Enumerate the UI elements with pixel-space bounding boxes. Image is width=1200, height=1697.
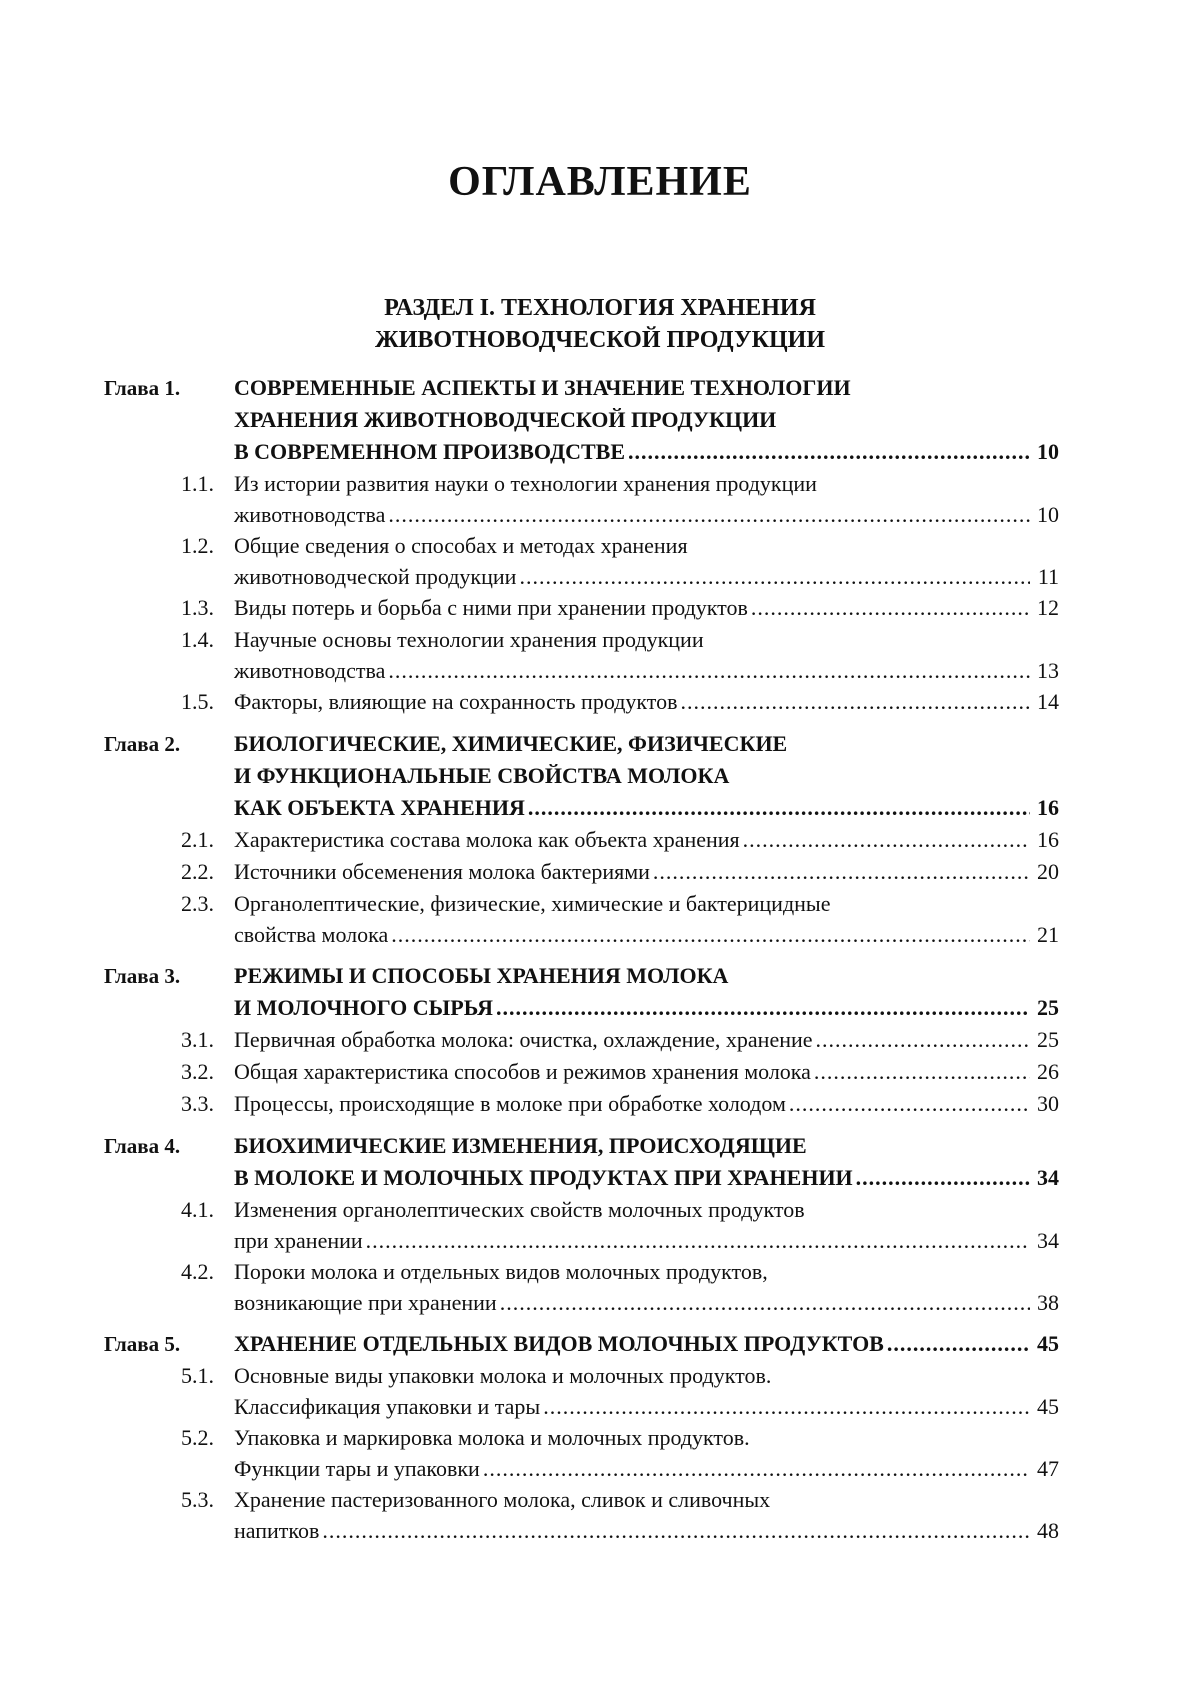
dot-leader <box>628 436 1030 468</box>
chapter-label: Глава 1. <box>104 376 181 400</box>
page-number: 34 <box>1037 1228 1059 1253</box>
entry-text-line: животноводства <box>234 502 386 527</box>
page-number: 21 <box>1037 922 1059 947</box>
entry-text-line: РЕЖИМЫ И СПОСОБЫ ХРАНЕНИЯ МОЛОКА <box>234 963 729 988</box>
dot-leader <box>388 499 1030 530</box>
entry-last-line <box>234 655 1059 686</box>
entry-text-line: БИОЛОГИЧЕСКИЕ, ХИМИЧЕСКИЕ, ФИЗИЧЕСКИЕ <box>234 731 788 756</box>
entry-number: 1.2. <box>181 533 214 558</box>
dot-leader <box>856 1162 1030 1194</box>
chapter-block <box>104 1130 1059 1318</box>
dot-leader <box>789 1088 1030 1119</box>
entry-text-line: Процессы, происходящие в молоке при обработке холодом <box>234 1091 786 1116</box>
entry-text-line: КАК ОБЪЕКТА ХРАНЕНИЯ <box>234 795 525 820</box>
chapter-title <box>234 372 1059 468</box>
chapter-title <box>234 1328 1059 1360</box>
section-title-line: РАЗДЕЛ I. ТЕХНОЛОГИЯ ХРАНЕНИЯ <box>384 295 816 321</box>
section-title-line: ЖИВОТНОВОДЧЕСКОЙ ПРОДУКЦИИ <box>375 327 825 353</box>
toc-entry <box>104 530 1059 592</box>
entry-text-line: Первичная обработка молока: очистка, охлаждение, хранение <box>234 1027 813 1052</box>
entry-last-line <box>234 992 1059 1024</box>
entry-text-line: при хранении <box>234 1228 363 1253</box>
entry-number: 3.1. <box>181 1027 214 1052</box>
entry-number: 4.1. <box>181 1197 214 1222</box>
entry-text-line: свойства молока <box>234 922 389 947</box>
entry-last-line <box>234 1162 1059 1194</box>
entry-title <box>234 1484 1059 1546</box>
entry-last-line <box>234 499 1059 530</box>
entry-text-line: Функции тары и упаковки <box>234 1456 480 1481</box>
chapter-block <box>104 372 1059 718</box>
entry-title <box>234 1360 1059 1422</box>
entry-text-line: Хранение пастеризованного молока, сливок и сливочных <box>234 1487 771 1512</box>
page-number: 10 <box>1037 502 1059 527</box>
toc-entry <box>104 624 1059 686</box>
entry-title <box>234 824 1059 855</box>
dot-leader <box>743 824 1030 855</box>
entry-text-line: Общие сведения о способах и методах хранения <box>234 533 688 558</box>
entry-number: 5.2. <box>181 1425 214 1450</box>
toc-entry <box>104 856 1059 888</box>
toc-entry <box>104 888 1059 950</box>
entry-last-line <box>234 1515 1059 1546</box>
dot-leader <box>388 655 1030 686</box>
entry-title <box>234 686 1059 717</box>
page-title: ОГЛАВЛЕНИЕ <box>448 159 752 205</box>
dot-leader <box>887 1328 1030 1360</box>
toc-entry <box>104 824 1059 856</box>
entry-last-line <box>234 856 1059 887</box>
entry-last-line <box>234 1088 1059 1119</box>
entry-text-line: напитков <box>234 1518 320 1543</box>
chapter-title <box>234 1130 1059 1194</box>
entry-number: 1.5. <box>181 689 214 714</box>
dot-leader <box>366 1225 1030 1256</box>
chapter-block <box>104 728 1059 950</box>
chapter-block <box>104 1328 1059 1546</box>
entry-number: 2.3. <box>181 891 214 916</box>
dot-leader <box>681 686 1030 717</box>
dot-leader <box>751 592 1030 623</box>
entry-title <box>234 530 1059 592</box>
page-number: 13 <box>1037 658 1059 683</box>
entry-last-line <box>234 436 1059 468</box>
page-number: 16 <box>1037 795 1059 820</box>
page-number: 48 <box>1037 1518 1059 1543</box>
entry-last-line <box>234 1328 1059 1360</box>
entry-title <box>234 1256 1059 1318</box>
toc-entry <box>104 1088 1059 1120</box>
entry-number: 1.1. <box>181 471 214 496</box>
dot-leader <box>496 992 1030 1024</box>
dot-leader <box>653 856 1030 887</box>
entry-text-line: животноводства <box>234 658 386 683</box>
page-number: 12 <box>1037 595 1059 620</box>
entry-title <box>234 1194 1059 1256</box>
entry-text-line: Характеристика состава молока как объекта хранения <box>234 827 740 852</box>
page-number: 38 <box>1037 1290 1059 1315</box>
entry-text-line: животноводческой продукции <box>234 564 517 589</box>
entry-text-line: Органолептические, физические, химические и бактерицидные <box>234 891 831 916</box>
section-title <box>0 292 1200 356</box>
entry-last-line <box>234 1024 1059 1055</box>
entry-title <box>234 624 1059 686</box>
entry-text-line: Пороки молока и отдельных видов молочных продуктов, <box>234 1259 768 1284</box>
entry-number: 5.1. <box>181 1363 214 1388</box>
page-number: 34 <box>1037 1165 1059 1190</box>
page-number: 10 <box>1037 439 1059 464</box>
page-number: 25 <box>1037 995 1059 1020</box>
dot-leader <box>816 1024 1030 1055</box>
toc-entry <box>104 1484 1059 1546</box>
entry-last-line <box>234 1225 1059 1256</box>
entry-text-line: Основные виды упаковки молока и молочных продуктов. <box>234 1363 772 1388</box>
chapter-heading <box>104 372 1059 468</box>
toc-entry <box>104 1024 1059 1056</box>
chapter-label: Глава 4. <box>104 1134 181 1158</box>
chapter-label: Глава 2. <box>104 732 181 756</box>
chapter-label: Глава 3. <box>104 964 181 988</box>
entry-number: 2.1. <box>181 827 214 852</box>
entry-text-line: Общая характеристика способов и режимов хранения молока <box>234 1059 811 1084</box>
chapter-block <box>104 960 1059 1120</box>
toc-entry <box>104 468 1059 530</box>
dot-leader <box>322 1515 1030 1546</box>
page-number: 47 <box>1037 1456 1059 1481</box>
page-number: 30 <box>1037 1091 1059 1116</box>
entry-text-line: Факторы, влияющие на сохранность продуктов <box>234 689 678 714</box>
dot-leader <box>528 792 1030 824</box>
entry-number: 3.2. <box>181 1059 214 1084</box>
dot-leader <box>543 1391 1030 1422</box>
page-number: 20 <box>1037 859 1059 884</box>
entry-last-line <box>234 686 1059 717</box>
page-number: 45 <box>1037 1394 1059 1419</box>
entry-text-line: Виды потерь и борьба с ними при хранении продуктов <box>234 595 748 620</box>
chapter-heading <box>104 1328 1059 1360</box>
chapter-title <box>234 728 1059 824</box>
page-number: 11 <box>1037 564 1059 589</box>
page-number: 45 <box>1037 1331 1059 1356</box>
entry-title <box>234 856 1059 887</box>
entry-title <box>234 1024 1059 1055</box>
entry-title <box>234 468 1059 530</box>
chapter-title <box>234 960 1059 1024</box>
entry-text-line: ХРАНЕНИЯ ЖИВОТНОВОДЧЕСКОЙ ПРОДУКЦИИ <box>234 407 777 432</box>
toc-entry <box>104 592 1059 624</box>
dot-leader <box>814 1056 1030 1087</box>
dot-leader <box>500 1287 1030 1318</box>
entry-last-line <box>234 792 1059 824</box>
entry-title <box>234 1422 1059 1484</box>
entry-text-line: ХРАНЕНИЕ ОТДЕЛЬНЫХ ВИДОВ МОЛОЧНЫХ ПРОДУКТОВ <box>234 1331 884 1356</box>
entry-last-line <box>234 1453 1059 1484</box>
toc-entry <box>104 1256 1059 1318</box>
entry-text-line: И ФУНКЦИОНАЛЬНЫЕ СВОЙСТВА МОЛОКА <box>234 763 730 788</box>
dot-leader <box>519 561 1030 592</box>
entry-number: 4.2. <box>181 1259 214 1284</box>
entry-title <box>234 1088 1059 1119</box>
toc-entry <box>104 1422 1059 1484</box>
chapter-heading <box>104 1130 1059 1194</box>
page-number: 16 <box>1037 827 1059 852</box>
entry-last-line <box>234 1391 1059 1422</box>
entry-last-line <box>234 561 1059 592</box>
entry-text-line: В СОВРЕМЕННОМ ПРОИЗВОДСТВЕ <box>234 439 625 464</box>
entry-last-line <box>234 1056 1059 1087</box>
entry-text-line: Изменения органолептических свойств молочных продуктов <box>234 1197 805 1222</box>
entry-text-line: Классификация упаковки и тары <box>234 1394 541 1419</box>
toc-entry <box>104 1360 1059 1422</box>
entry-number: 5.3. <box>181 1487 214 1512</box>
page-number: 25 <box>1037 1027 1059 1052</box>
entry-text-line: возникающие при хранении <box>234 1290 497 1315</box>
entry-text-line: В МОЛОКЕ И МОЛОЧНЫХ ПРОДУКТАХ ПРИ ХРАНЕНИИ <box>234 1165 853 1190</box>
entry-last-line <box>234 824 1059 855</box>
entry-text-line: Из истории развития науки о технологии хранения продукции <box>234 471 817 496</box>
entry-last-line <box>234 919 1059 950</box>
chapter-heading <box>104 728 1059 824</box>
page-number: 14 <box>1037 689 1059 714</box>
entry-last-line <box>234 592 1059 623</box>
dot-leader <box>483 1453 1030 1484</box>
page-number: 26 <box>1037 1059 1059 1084</box>
entry-text-line: И МОЛОЧНОГО СЫРЬЯ <box>234 995 493 1020</box>
entry-text-line: Научные основы технологии хранения продукции <box>234 627 704 652</box>
entry-title <box>234 888 1059 950</box>
entry-number: 1.4. <box>181 627 214 652</box>
entry-number: 2.2. <box>181 859 214 884</box>
toc-entry <box>104 1194 1059 1256</box>
chapter-heading <box>104 960 1059 1024</box>
dot-leader <box>391 919 1030 950</box>
entry-last-line <box>234 1287 1059 1318</box>
entry-text-line: Упаковка и маркировка молока и молочных продуктов. <box>234 1425 750 1450</box>
entry-text-line: БИОХИМИЧЕСКИЕ ИЗМЕНЕНИЯ, ПРОИСХОДЯЩИЕ <box>234 1133 807 1158</box>
entry-text-line: СОВРЕМЕННЫЕ АСПЕКТЫ И ЗНАЧЕНИЕ ТЕХНОЛОГИИ <box>234 375 851 400</box>
entry-title <box>234 1056 1059 1087</box>
entry-text-line: Источники обсеменения молока бактериями <box>234 859 650 884</box>
entry-number: 1.3. <box>181 595 214 620</box>
table-of-contents <box>104 372 1059 1556</box>
chapter-label: Глава 5. <box>104 1332 181 1356</box>
toc-entry <box>104 686 1059 718</box>
toc-entry <box>104 1056 1059 1088</box>
entry-number: 3.3. <box>181 1091 214 1116</box>
entry-title <box>234 592 1059 623</box>
